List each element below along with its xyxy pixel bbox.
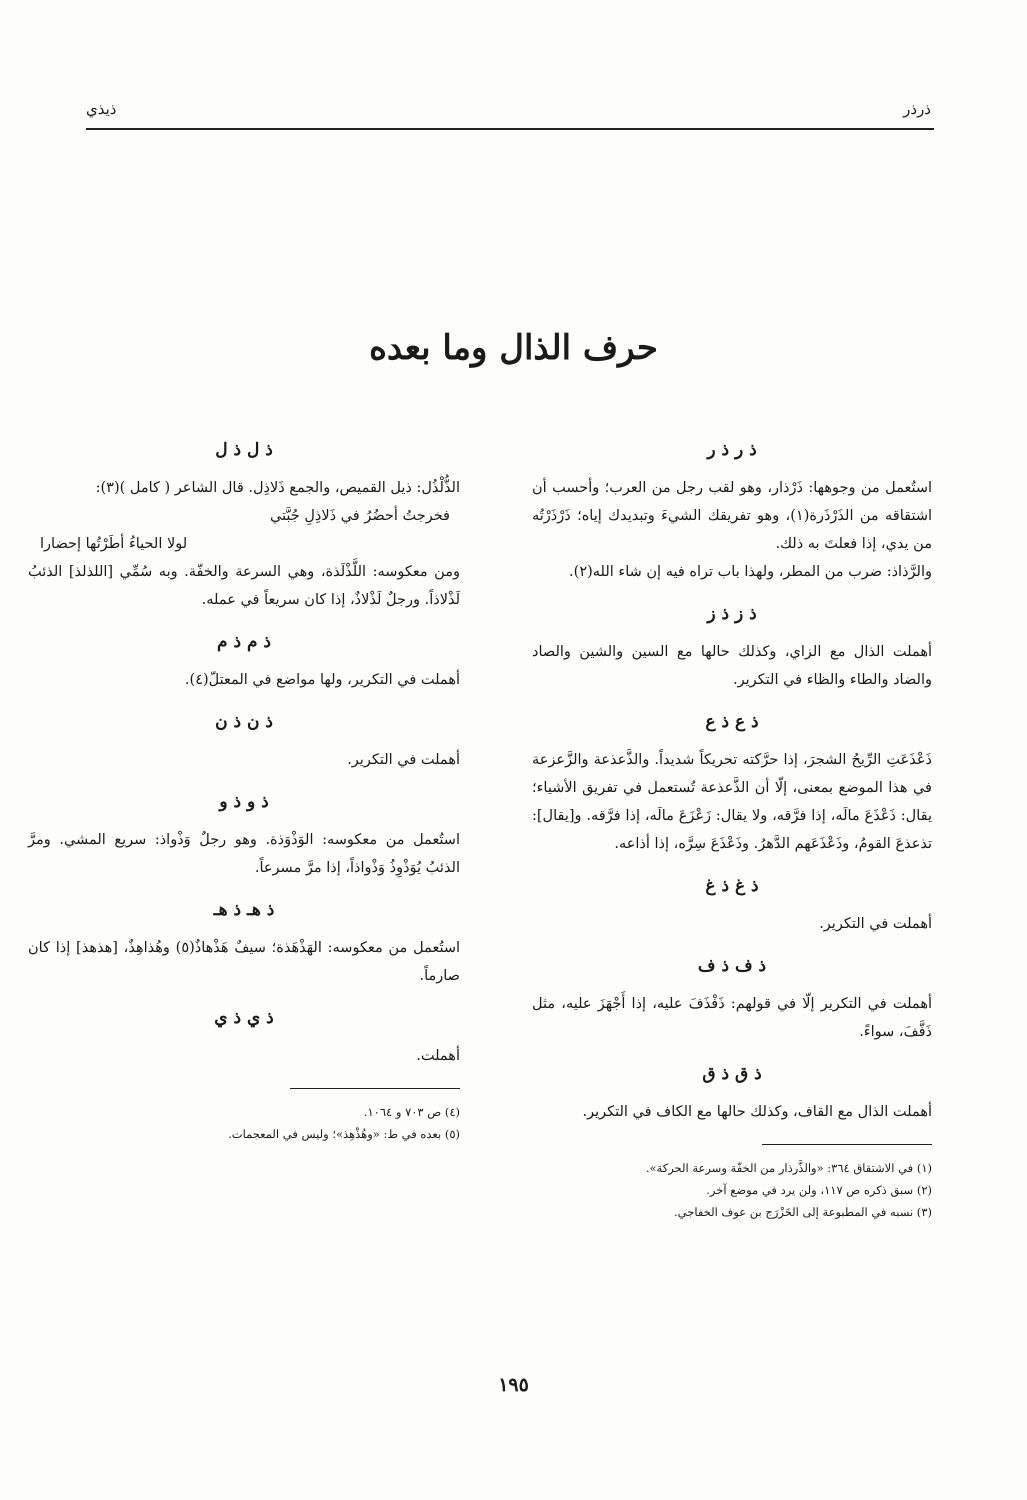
entry-heading: ذ ز ذ ز (707, 604, 757, 624)
entry-dhldhl (28, 440, 460, 614)
entry-paragraph: والرَّذاذ: ضرب من المطر، ولهذا باب تراه فيه إن شاء الله(٢). (569, 564, 932, 580)
entry-dhfdhf (532, 956, 932, 1046)
entry-dhndhn (28, 712, 460, 774)
entry-dhhdhh (28, 900, 460, 990)
entry-dhadha (532, 712, 932, 858)
entry-dhydhy (28, 1008, 460, 1070)
entry-heading: ذ ي ذ ي (214, 1008, 274, 1028)
footnote-rule (762, 1144, 932, 1145)
verse-hemistich-2: لولا الحياءُ أطَرْتُها إحضارا (40, 536, 188, 552)
entry-heading: ذ م ذ م (217, 632, 271, 652)
entry-dhwdhw (28, 792, 460, 882)
running-header-left: ذيذي (86, 100, 117, 118)
page-number: ١٩٥ (498, 1374, 529, 1396)
entry-paragraph: أهملت الذال مع الزاي، وكذلك حالها مع السين والشين والصاد والضاد والطاء والظاء في التكرير. (532, 644, 932, 688)
verse-hemistich-1: فخرجتُ أحضُرُ في ذَلاذِلِ جُبَّتي (269, 508, 450, 524)
chapter-title: حرف الذال وما بعده (369, 328, 658, 368)
header-rule (86, 128, 934, 130)
entry-heading: ذ هـ ذ هـ (213, 900, 275, 920)
entry-heading: ذ غ ذ غ (705, 876, 759, 896)
entry-paragraph: الذُّلْذُل: ذيل القميص، والجمع ذَلاذِل. قال الشاعر ( كامل )(٣): (95, 480, 460, 496)
entry-dhmdhm (28, 632, 460, 694)
footnote: (٢) سبق ذكره ص ١١٧، ولن يرد في موضع آخر. (706, 1183, 932, 1197)
footnote-rule (290, 1088, 460, 1089)
entry-paragraph: أهملت في التكرير. (819, 916, 932, 932)
entry-heading: ذ و ذ و (219, 792, 269, 812)
entry-paragraph: أهملت في التكرير، ولها مواضع في المعتلّ(٤). (184, 672, 460, 688)
entry-heading: ذ ف ذ ف (697, 956, 767, 976)
footnote: (٤) ص ٧٠٣ و ١٠٦٤. (363, 1105, 460, 1119)
entry-dhqdhq (532, 1064, 932, 1126)
footnote: (٥) بعده في ط: «وهُذْهِذ»؛ وليس في المعجمات. (228, 1127, 460, 1141)
entry-heading: ذ ق ذ ق (702, 1064, 762, 1084)
running-header-right: ذرذر (903, 100, 931, 118)
entry-heading: ذ ر ذ ر (707, 440, 757, 460)
entry-paragraph: أهملت الذال مع القاف، وكذلك حالها مع الكاف في التكرير. (582, 1104, 932, 1120)
entry-paragraph: استُعمل من معكوسه: الهَذْهَذة؛ سيفٌ هَذْهاذٌ(٥) وهُذاهِذٌ، [هذهذ] إذا كان صارماً. (28, 940, 460, 984)
entry-paragraph: استُعمل من وجوهها: ذَرْذار، وهو لقب رجل من العرب؛ وأحسب أن اشتقاقه من الذَرْذَرة(١)، وهو تفريقك الشيءَ وتبديدك إياه؛ ذَرْذَرْتُه من يدي، إذا فعلتَ به ذلك. (532, 480, 933, 552)
footnote: (٣) نسبه في المطبوعة إلى الخَزْرَج بن عوف الخفاجي. (673, 1205, 932, 1219)
left-column (28, 440, 460, 1145)
entry-dhzdhz (532, 604, 932, 694)
entry-paragraph: أهملت في التكرير. (347, 752, 460, 768)
entry-paragraph: ومن معكوسه: اللَّذْلَذة، وهي السرعة والخفّة. وبه سُمِّي [اللذلذ] الذئبُ لَذْلاذاً. ورجلٌ لَذْلاذٌ، إذا كان سريعاً في عمله. (28, 564, 460, 608)
entry-paragraph: ذَعْذَعَتِ الرِّيحُ الشجرَ، إذا حرَّكته تحريكاً شديداً. والذَّعذعة والزَّعزعة في هذا الموضع بمعنى، إلّا أن الذَّعذعة تُستعمل في تفريق الأشياء؛ يقال: ذَعْذَعَ مالَه، إذا فرَّقه، ولا يقال: زَعْزَعَ مالَه، إذا فرَّقه. و[يقال]: تذعذعَ القومُ، وذَعْذَعَهم الدَّهرُ. وذَعْذَعَ سِرَّه، إذا أذاعه. (532, 752, 932, 852)
entry-paragraph: استُعمل من معكوسه: الوَذْوَذة. وهو رجلٌ وَذْواذ: سريع المشي. ومرَّ الذئبُ يُوَذْوِذُ وَذْواذاً، إذا مرَّ مسرعاً. (28, 832, 460, 876)
entry-dhrdhr (532, 440, 932, 586)
entry-heading: ذ ع ذ ع (705, 712, 759, 732)
entry-dhghdhgh (532, 876, 932, 938)
entry-paragraph: أهملت. (416, 1048, 460, 1064)
poem-verse (28, 502, 460, 558)
entry-heading: ذ ن ذ ن (215, 712, 273, 732)
entry-heading: ذ ل ذ ل (215, 440, 273, 460)
right-column (532, 440, 932, 1223)
entry-paragraph: أهملت في التكرير إلّا في قولهم: ذَفْذَفَ عليه، إذا أَجْهَزَ عليه، مثل ذَفَّفَ، سواءً. (532, 996, 932, 1040)
footnote: (١) في الاشتقاق ٣٦٤: «والذَّرذار من الخفّة وسرعة الحركة». (645, 1161, 932, 1175)
